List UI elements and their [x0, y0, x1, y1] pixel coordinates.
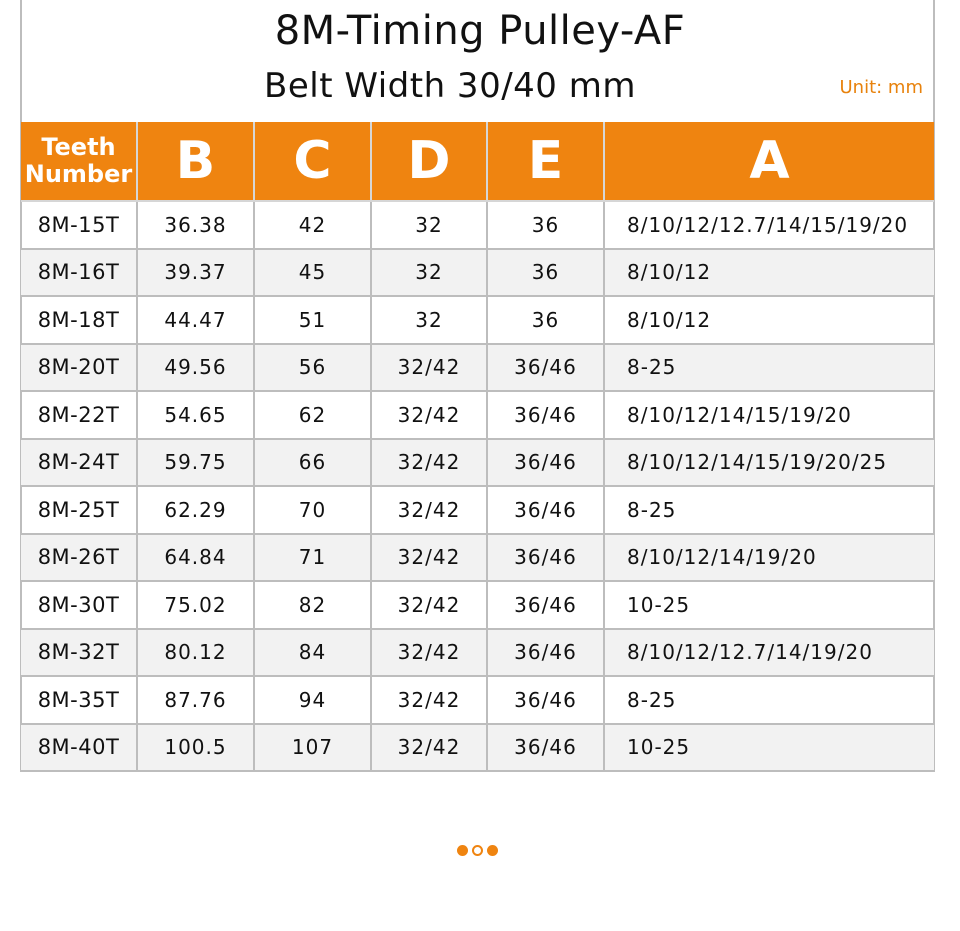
cell-e: 36/46: [487, 629, 604, 677]
cell-e: 36: [487, 201, 604, 249]
cell-teeth: 8M-32T: [21, 629, 137, 677]
cell-b: 87.76: [137, 676, 254, 724]
cell-teeth: 8M-20T: [21, 344, 137, 392]
cell-e: 36/46: [487, 439, 604, 487]
cell-c: 62: [254, 391, 371, 439]
header-e: E: [487, 122, 604, 201]
cell-e: 36/46: [487, 581, 604, 629]
table-row: [21, 629, 934, 677]
cell-d: 32/42: [371, 629, 487, 677]
table-row: [21, 676, 934, 724]
cell-d: 32/42: [371, 486, 487, 534]
cell-c: 42: [254, 201, 371, 249]
cell-d: 32/42: [371, 581, 487, 629]
cell-b: 54.65: [137, 391, 254, 439]
cell-b: 44.47: [137, 296, 254, 344]
cell-c: 71: [254, 534, 371, 582]
cell-a: 8/10/12/12.7/14/19/20: [604, 629, 934, 677]
cell-d: 32: [371, 249, 487, 297]
table-row: [21, 486, 934, 534]
cell-d: 32/42: [371, 676, 487, 724]
table-header-row: [21, 122, 934, 201]
cell-c: 107: [254, 724, 371, 771]
table-row: [21, 201, 934, 249]
cell-teeth: 8M-18T: [21, 296, 137, 344]
table-row: [21, 581, 934, 629]
cell-d: 32/42: [371, 724, 487, 771]
cell-teeth: 8M-40T: [21, 724, 137, 771]
cell-a: 8/10/12/14/15/19/20/25: [604, 439, 934, 487]
header-teeth-number: [21, 122, 137, 201]
cell-b: 75.02: [137, 581, 254, 629]
cell-teeth: 8M-30T: [21, 581, 137, 629]
cell-a: 8-25: [604, 344, 934, 392]
cell-teeth: 8M-16T: [21, 249, 137, 297]
cell-c: 51: [254, 296, 371, 344]
cell-a: 8-25: [604, 486, 934, 534]
cell-a: 8/10/12/12.7/14/15/19/20: [604, 201, 934, 249]
cell-d: 32/42: [371, 391, 487, 439]
cell-c: 45: [254, 249, 371, 297]
table-row: [21, 534, 934, 582]
cell-e: 36/46: [487, 676, 604, 724]
cell-b: 100.5: [137, 724, 254, 771]
table-body: [21, 201, 934, 770]
cell-b: 59.75: [137, 439, 254, 487]
cell-e: 36/46: [487, 534, 604, 582]
cell-b: 62.29: [137, 486, 254, 534]
cell-a: 8/10/12: [604, 249, 934, 297]
page-title: 8M-Timing Pulley-AF: [274, 8, 686, 54]
cell-a: 8/10/12: [604, 296, 934, 344]
header-d: D: [371, 122, 487, 201]
cell-b: 39.37: [137, 249, 254, 297]
cell-teeth: 8M-24T: [21, 439, 137, 487]
carousel-pager: [457, 845, 498, 856]
cell-a: 8/10/12/14/19/20: [604, 534, 934, 582]
cell-c: 70: [254, 486, 371, 534]
cell-b: 80.12: [137, 629, 254, 677]
spec-table: [21, 122, 934, 770]
cell-c: 82: [254, 581, 371, 629]
cell-e: 36/46: [487, 486, 604, 534]
table-row: [21, 391, 934, 439]
cell-e: 36/46: [487, 391, 604, 439]
cell-d: 32/42: [371, 439, 487, 487]
table-row: [21, 344, 934, 392]
cell-teeth: 8M-26T: [21, 534, 137, 582]
cell-teeth: 8M-22T: [21, 391, 137, 439]
cell-a: 10-25: [604, 581, 934, 629]
cell-teeth: 8M-15T: [21, 201, 137, 249]
page-subtitle: Belt Width 30/40 mm: [264, 66, 636, 106]
cell-teeth: 8M-25T: [21, 486, 137, 534]
table-row: [21, 249, 934, 297]
cell-teeth: 8M-35T: [21, 676, 137, 724]
cell-b: 36.38: [137, 201, 254, 249]
cell-c: 56: [254, 344, 371, 392]
cell-a: 8/10/12/14/15/19/20: [604, 391, 934, 439]
cell-c: 94: [254, 676, 371, 724]
cell-e: 36: [487, 296, 604, 344]
cell-d: 32/42: [371, 344, 487, 392]
cell-c: 66: [254, 439, 371, 487]
unit-label: Unit: mm: [839, 77, 923, 98]
header-b: B: [137, 122, 254, 201]
table-row: [21, 296, 934, 344]
cell-a: 8-25: [604, 676, 934, 724]
pager-dot[interactable]: [457, 845, 468, 856]
cell-b: 64.84: [137, 534, 254, 582]
table-row: [21, 439, 934, 487]
table-row: [21, 724, 934, 771]
header-teeth-line1: Teeth: [41, 133, 116, 161]
pager-dot[interactable]: [472, 845, 483, 856]
cell-d: 32: [371, 296, 487, 344]
cell-e: 36: [487, 249, 604, 297]
cell-d: 32: [371, 201, 487, 249]
cell-c: 84: [254, 629, 371, 677]
cell-b: 49.56: [137, 344, 254, 392]
cell-d: 32/42: [371, 534, 487, 582]
pager-dot[interactable]: [487, 845, 498, 856]
cell-e: 36/46: [487, 344, 604, 392]
header-a: A: [604, 122, 934, 201]
cell-e: 36/46: [487, 724, 604, 771]
header-c: C: [254, 122, 371, 201]
header-teeth-line2: Number: [24, 160, 133, 188]
cell-a: 10-25: [604, 724, 934, 771]
